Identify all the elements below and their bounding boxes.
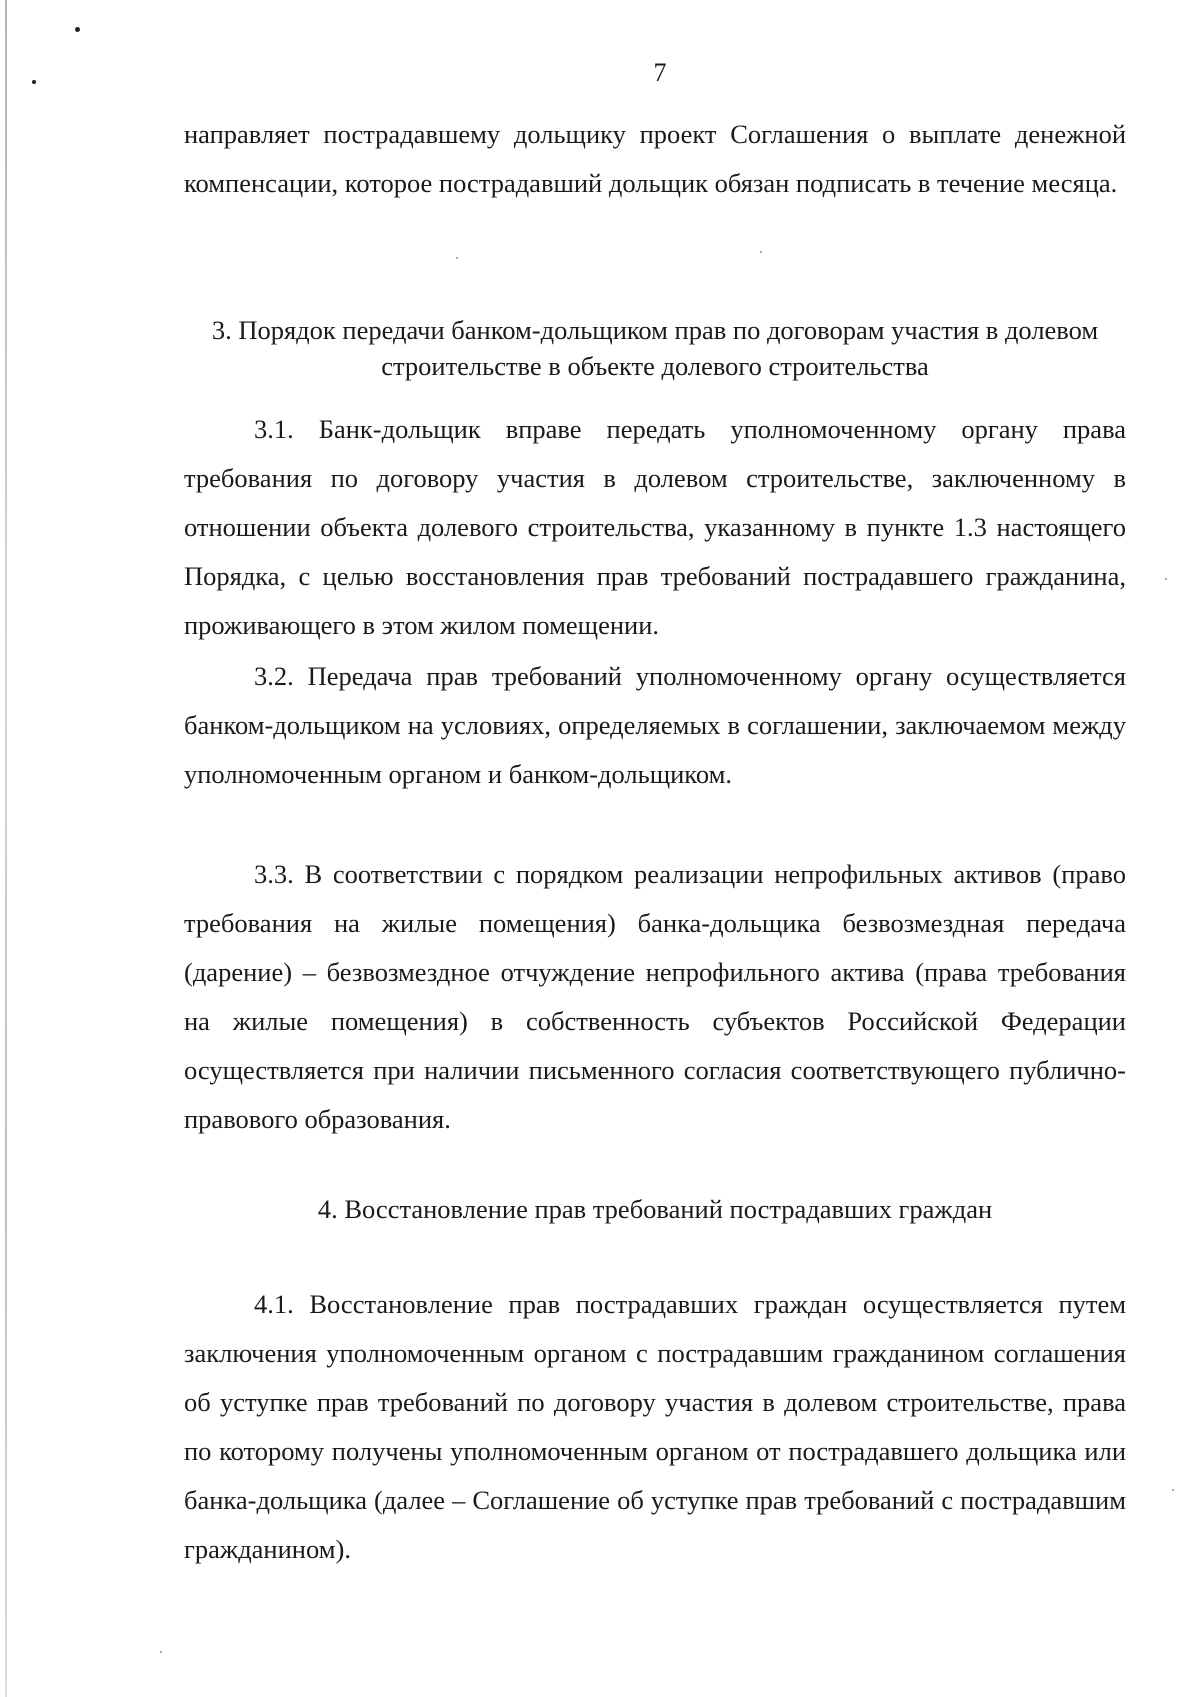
page-number: 7: [653, 58, 667, 87]
paragraph-3-3: 3.3. В соответствии с порядком реализации непрофильных активов (право требования на жилые помещения) банка-дольщика безвозмездная передача (дарение) – безвозмездное отчуждение непрофильного актива (права требования на жилые помещения) в собственность субъектов Российской Федерации осуществляется при наличии письменного согласия соответствующего публично-правового образования.: [184, 859, 1126, 1134]
scan-speck: [1172, 1489, 1174, 1491]
paragraph-continued: направляет пострадавшему дольщику проект Соглашения о выплате денежной компенсации, которое пострадавший дольщик обязан подписать в течение месяца.: [184, 119, 1126, 198]
scan-speck: [456, 257, 458, 259]
section-3-heading: 3. Порядок передачи банком-дольщиком прав по договорам участия в долевом строительстве в объекте долевого строительства: [211, 315, 1099, 381]
scan-speck: [75, 27, 80, 32]
paragraph-3-2: 3.2. Передача прав требований уполномоченному органу осуществляется банком-дольщиком на условиях, определяемых в соглашении, заключаемом между уполномоченным органом и банком-дольщиком.: [184, 661, 1126, 789]
paragraph-3-1: 3.1. Банк-дольщик вправе передать уполномоченному органу права требования по договору участия в долевом строительстве, заключенному в отношении объекта долевого строительства, указанному в пункте 1.3 настоящего Порядка, с целью восстановления прав требований пострадавшего гражданина, проживающего в этом жилом помещении.: [184, 414, 1126, 640]
scan-speck: [1165, 578, 1167, 580]
scan-left-edge: [5, 0, 7, 1697]
section-4-heading: 4. Восстановление прав требований пострадавших граждан: [317, 1194, 993, 1224]
paragraph-4-1: 4.1. Восстановление прав пострадавших граждан осуществляется путем заключения уполномоченным органом с пострадавшим гражданином соглашения об уступке прав требований по договору участия в долевом строительстве, права по которому получены уполномоченным органом от пострадавшего дольщика или банка-дольщика (далее – Соглашение об уступке прав требований с пострадавшим гражданином).: [184, 1289, 1126, 1564]
scan-speck: [160, 1651, 162, 1653]
scan-speck: [760, 251, 762, 253]
